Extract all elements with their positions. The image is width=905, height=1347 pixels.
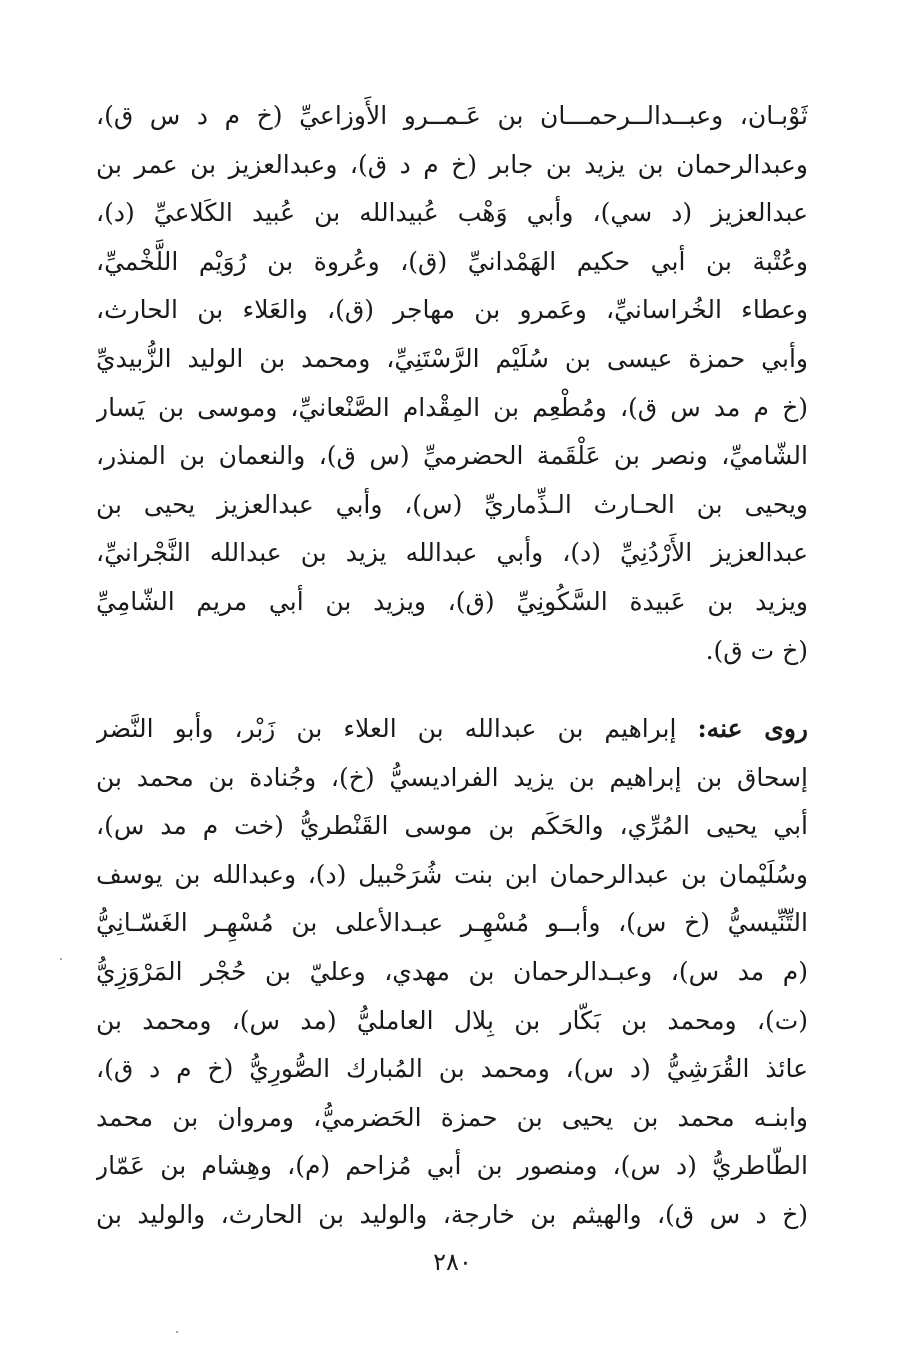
text-line: التِّنِّيسيُّ (خ س)، وأبــو مُسْهِـر عبـدالأعلى بن مُسْهِـر الغَسّـانِيُّ: [96, 908, 808, 938]
text-line: وابنـه محمد بن يحيى بن حمزة الحَضرميُّ، ومروان بن محمد: [96, 1102, 808, 1132]
text-line: (خ د س ق)، والهيثم بن خارجة، والوليد بن الحارث، والوليد بن: [96, 1199, 808, 1229]
text-line: إسحاق بن إبراهيم بن يزيد الفراديسيُّ (خ)، وجُنادة بن محمد بن: [96, 762, 808, 792]
text-line: (خ م مد س ق)، ومُطْعِم بن المِقْدام الصَّنْعانيِّ، وموسى بن يَسار: [96, 392, 808, 422]
text-line: وأبي حمزة عيسى بن سُلَيْم الرَّسْتَنِيِّ، ومحمد بن الوليد الزُّبيديِّ: [96, 343, 808, 373]
scan-speck: [60, 958, 62, 960]
biography-paragraph-teachers: [96, 92, 808, 675]
biography-paragraph-students: [96, 705, 808, 1240]
text-line: وعُتْبة بن أبي حكيم الهَمْدانيِّ (ق)، وعُروة بن رُوَيْم اللَّخْميِّ،: [96, 246, 808, 276]
text-line-lead: [96, 705, 808, 754]
text-line: (ت)، ومحمد بن بَكّار بن بِلال العامليُّ (مد س)، ومحمد بن: [96, 1005, 808, 1035]
text-line: (خ ت ق).: [705, 635, 808, 665]
text-line: وعبدالرحمان بن يزيد بن جابر (خ م د ق)، وعبدالعزيز بن عمر بن: [96, 149, 808, 179]
text-line: ويحيى بن الحـارث الـذِّماريِّ (س)، وأبي عبدالعزيز يحيى بن: [96, 489, 808, 519]
text-line: عبدالعزيز الأَرْدُنِيِّ (د)، وأبي عبدالله يزيد بن عبدالله النَّجْرانيِّ،: [96, 538, 808, 568]
text-line: ويزيد بن عَبيدة السَّكُونِيِّ (ق)، ويزيد بن أبي مريم الشّامِيِّ: [96, 586, 808, 616]
text-line: عائذ القُرَشِيُّ (د س)، ومحمد بن المُبارك الصُّورِيُّ (خ م د ق)،: [96, 1054, 808, 1084]
text-line: الطّاطريُّ (د س)، ومنصور بن أبي مُزاحم (م)، وهِشام بن عَمّار: [96, 1151, 808, 1181]
page-number: ٢٨٠: [433, 1248, 472, 1276]
scan-speck: [176, 1331, 178, 1333]
text-line: وعطاء الخُراسانيِّ، وعَمرو بن مهاجر (ق)، والعَلاء بن الحارث،: [96, 295, 808, 325]
text-line: (م مد س)، وعبـدالرحمان بن مهدي، وعليّ بن حُجْر المَرْوَزِيُّ: [96, 956, 808, 986]
text-line: وسُلَيْمان بن عبدالرحمان ابن بنت شُرَحْبيل (د)، وعبدالله بن يوسف: [96, 859, 808, 889]
text-line: أبي يحيى المُرِّي، والحَكَم بن موسى القَنْطريُّ (خت م مد س)،: [96, 811, 808, 841]
text-line: عبدالعزيز (د سي)، وأبي وَهْب عُبيدالله بن عُبيد الكَلاعيِّ (د)،: [96, 198, 808, 228]
text-line: ثَوْبـان، وعبــدالــرحمـــان بن عَـمــرو الأَوزاعيِّ (خ م د س ق)،: [96, 101, 808, 130]
text-line: الشّاميِّ، ونصر بن عَلْقَمة الحضرميِّ (س ق)، والنعمان بن المنذر،: [96, 441, 808, 471]
section-lead-label: روى عنه:: [697, 714, 808, 743]
text-line-rest: إبراهيم بن عبدالله بن العلاء بن زَبْر، وأبو النَّضر: [96, 714, 698, 743]
